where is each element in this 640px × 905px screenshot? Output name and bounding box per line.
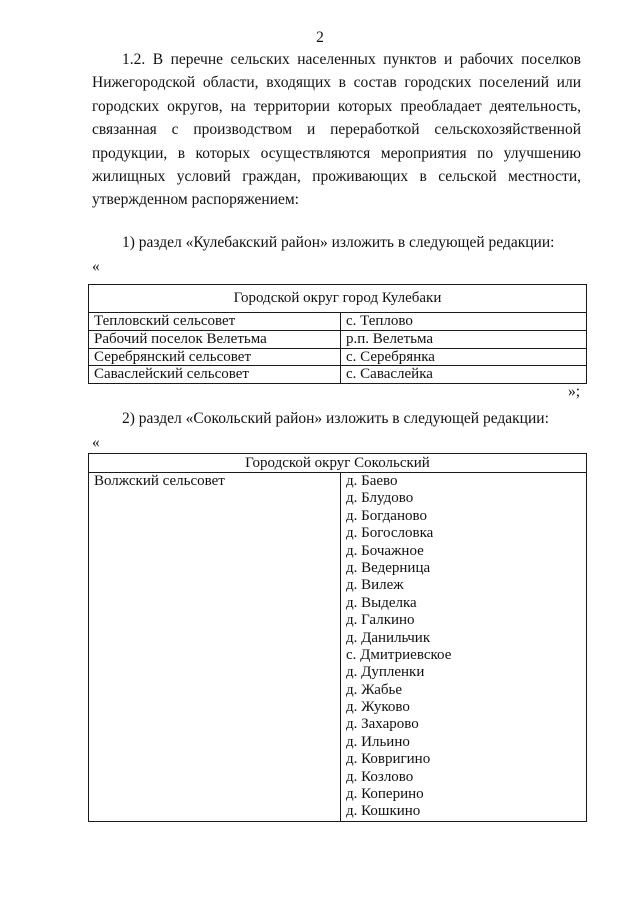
item1-close-quote: »; (568, 383, 581, 400)
item2-text: 2) раздел «Сокольский район» изложить в следующей редакции: (122, 410, 549, 427)
settlement-item: д. Дупленки (346, 664, 425, 681)
settlement-item: д. Галкино (346, 612, 415, 629)
table-header-row (89, 454, 587, 473)
sokolsky-table (88, 453, 587, 822)
settlement-item: д. Данильчик (346, 629, 431, 646)
item2-open-quote: « (92, 434, 100, 451)
settlement-item: д. Богословка (346, 525, 434, 542)
settlement-item: с. Дмитриевское (346, 646, 452, 663)
paragraph-line: городских округов, на территории которых преобладает деятельность, (92, 97, 581, 115)
table-header-row (89, 285, 587, 313)
paragraph-line: утвержденном распоряжением: (92, 191, 299, 209)
table-cell: с. Теплово (341, 313, 587, 331)
settlement-item: д. Ковригино (346, 751, 431, 768)
settlement-item: д. Ведерница (346, 559, 431, 576)
table-cell: Серебрянский сельсовет (89, 348, 341, 366)
settlements-cell (341, 473, 587, 822)
settlement-item: д. Ильино (346, 733, 410, 750)
district-cell: Волжский сельсовет (89, 473, 341, 822)
table-cell: с. Серебрянка (341, 348, 587, 366)
table-cell: Тепловский сельсовет (89, 313, 341, 331)
table-cell: с. Саваслейка (341, 366, 587, 384)
settlement-item: д. Баево (346, 473, 398, 489)
paragraph-line: связанная с производством и переработкой сельскохозяйственной (92, 121, 581, 139)
table-row (89, 313, 587, 331)
table-row (89, 348, 587, 366)
paragraph-line: продукции, в которых осуществляются мероприятия по улучшению (92, 144, 581, 162)
paragraph-line: жилищных условий граждан, проживающих в сельской местности, (92, 167, 581, 185)
table-row (89, 473, 587, 822)
paragraph-line: 1.2. В перечне сельских населенных пунктов и рабочих поселков (122, 51, 581, 68)
settlement-item: д. Жуково (346, 699, 410, 716)
settlement-item: д. Захарово (346, 716, 419, 733)
settlement-item: д. Богданово (346, 507, 427, 524)
settlement-item: д. Выделка (346, 594, 417, 611)
table-cell: Рабочий поселок Велетьма (89, 330, 341, 348)
settlement-item: д. Блудово (346, 490, 414, 507)
item1-text: 1) раздел «Кулебакский район» изложить в следующей редакции: (122, 234, 555, 251)
settlement-item: д. Коперино (346, 786, 424, 803)
table-header: Городской округ Сокольский (89, 454, 587, 473)
settlement-item: д. Бочажное (346, 542, 424, 559)
table-row (89, 366, 587, 384)
table-row (89, 330, 587, 348)
table-cell: Саваслейский сельсовет (89, 366, 341, 384)
table-cell: р.п. Велетьма (341, 330, 587, 348)
item1-open-quote: « (92, 258, 100, 275)
settlement-item: д. Кошкино (346, 803, 421, 820)
settlement-item: д. Вилеж (346, 577, 404, 594)
kulebaki-table (88, 284, 587, 384)
settlement-item: д. Козлово (346, 768, 414, 785)
page-number: 2 (316, 29, 324, 46)
intro-paragraph (92, 48, 581, 212)
paragraph-line: Нижегородской области, входящих в состав городских поселений или (92, 74, 581, 92)
table-header: Городской округ город Кулебаки (89, 285, 587, 313)
settlement-item: д. Жабье (346, 681, 402, 698)
